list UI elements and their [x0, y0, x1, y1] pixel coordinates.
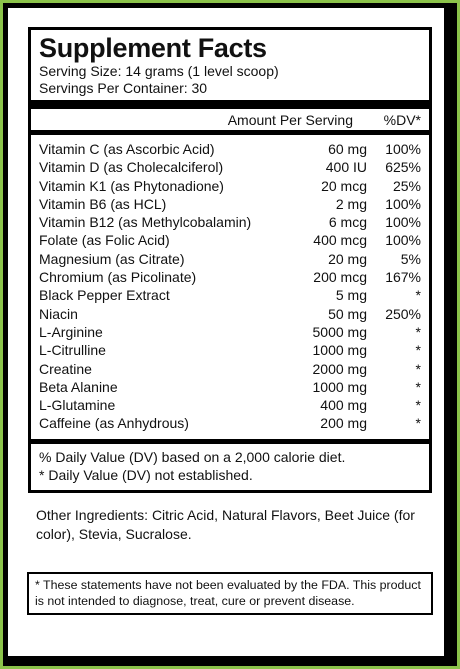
nutrient-amount: 2000 mg: [312, 360, 367, 377]
nutrient-dv: 5%: [400, 250, 421, 267]
nutrient-row: [39, 360, 421, 378]
nutrient-row: [39, 158, 421, 176]
nutrient-name: Beta Alanine: [39, 378, 118, 395]
nutrient-amount: 50 mg: [328, 305, 367, 322]
nutrient-row: [39, 378, 421, 396]
nutrient-amount: 5000 mg: [312, 323, 367, 340]
nutrient-name: Magnesium (as Citrate): [39, 250, 185, 267]
nutrient-list: [39, 135, 421, 439]
nutrient-name: Vitamin B12 (as Methylcobalamin): [39, 214, 252, 231]
nutrient-name: Creatine: [39, 360, 92, 377]
nutrient-amount: 200 mcg: [313, 269, 367, 286]
nutrient-amount: 20 mcg: [321, 177, 367, 194]
dv-header: %DV*: [383, 112, 421, 128]
nutrient-row: [39, 140, 421, 158]
nutrient-name: Niacin: [39, 305, 78, 322]
nutrient-dv: *: [415, 378, 421, 395]
nutrient-name: Folate (as Folic Acid): [39, 232, 170, 249]
amount-header: Amount Per Serving: [227, 112, 353, 128]
nutrient-amount: 60 mg: [328, 141, 367, 157]
nutrient-dv: *: [415, 323, 421, 340]
nutrient-row: [39, 213, 421, 231]
nutrient-amount: 400 mcg: [313, 232, 367, 249]
serving-size: Serving Size: 14 grams (1 level scoop): [39, 63, 279, 79]
nutrient-dv: *: [415, 360, 421, 377]
nutrient-dv: 100%: [385, 232, 421, 249]
other-ingredients: Other Ingredients: Citric Acid, Natural Flavors, Beet Juice (for color), Stevia, Sucralose.: [36, 507, 415, 542]
nutrient-name: Vitamin K1 (as Phytonadione): [39, 177, 224, 194]
nutrient-row: [39, 305, 421, 323]
nutrient-name: L-Citrulline: [39, 342, 106, 359]
nutrient-dv: 100%: [385, 214, 421, 231]
nutrient-name: Chromium (as Picolinate): [39, 269, 197, 286]
nutrient-row: [39, 195, 421, 213]
nutrient-row: [39, 177, 421, 195]
nutrient-dv: 625%: [385, 159, 421, 176]
supplement-facts-panel: [28, 27, 432, 493]
nutrient-dv: 250%: [385, 305, 421, 322]
nutrient-name: L-Glutamine: [39, 397, 116, 414]
nutrient-dv: *: [415, 287, 421, 304]
servings-per-container: Servings Per Container: 30: [39, 80, 208, 96]
nutrient-dv: 25%: [392, 177, 421, 194]
nutrient-name: Vitamin D (as Cholecalciferol): [39, 159, 224, 176]
column-header-row: [39, 109, 421, 130]
fda-disclaimer: * These statements have not been evaluated by the FDA. This product is not intended to diagnose, treat, cure or prevent disease.: [27, 572, 433, 615]
footnote-daily-value: % Daily Value (DV) based on a 2,000 calorie diet.: [39, 448, 346, 465]
nutrient-row: [39, 268, 421, 286]
footnotes: [39, 444, 421, 484]
nutrient-row: [39, 341, 421, 359]
nutrient-dv: 100%: [385, 195, 421, 212]
nutrient-name: Vitamin B6 (as HCL): [39, 195, 167, 212]
nutrient-amount: 6 mcg: [328, 214, 367, 231]
nutrient-row: [39, 286, 421, 304]
nutrient-dv: *: [415, 415, 421, 432]
nutrient-amount: 400 IU: [325, 159, 367, 176]
nutrient-amount: 5 mg: [335, 287, 367, 304]
nutrient-name: L-Arginine: [39, 323, 103, 340]
nutrient-dv: *: [415, 397, 421, 414]
nutrient-row: [39, 231, 421, 249]
nutrient-dv: 167%: [385, 269, 421, 286]
nutrient-amount: 2 mg: [335, 195, 367, 212]
nutrient-row: [39, 323, 421, 341]
nutrient-amount: 400 mg: [320, 397, 367, 414]
nutrient-amount: 1000 mg: [312, 378, 367, 395]
nutrient-name: Vitamin C (as Ascorbic Acid): [39, 141, 215, 157]
panel-title: Supplement Facts: [39, 33, 267, 63]
nutrient-amount: 1000 mg: [312, 342, 367, 359]
nutrient-dv: 100%: [385, 141, 421, 157]
nutrient-dv: *: [415, 342, 421, 359]
thick-divider: [31, 100, 429, 109]
nutrient-row: [39, 414, 421, 432]
nutrient-name: Black Pepper Extract: [39, 287, 170, 304]
nutrient-amount: 200 mg: [320, 415, 367, 432]
footnote-not-established: * Daily Value (DV) not established.: [39, 466, 253, 483]
nutrient-row: [39, 396, 421, 414]
nutrient-amount: 20 mg: [328, 250, 367, 267]
nutrient-row: [39, 250, 421, 268]
nutrient-name: Caffeine (as Anhydrous): [39, 415, 189, 432]
